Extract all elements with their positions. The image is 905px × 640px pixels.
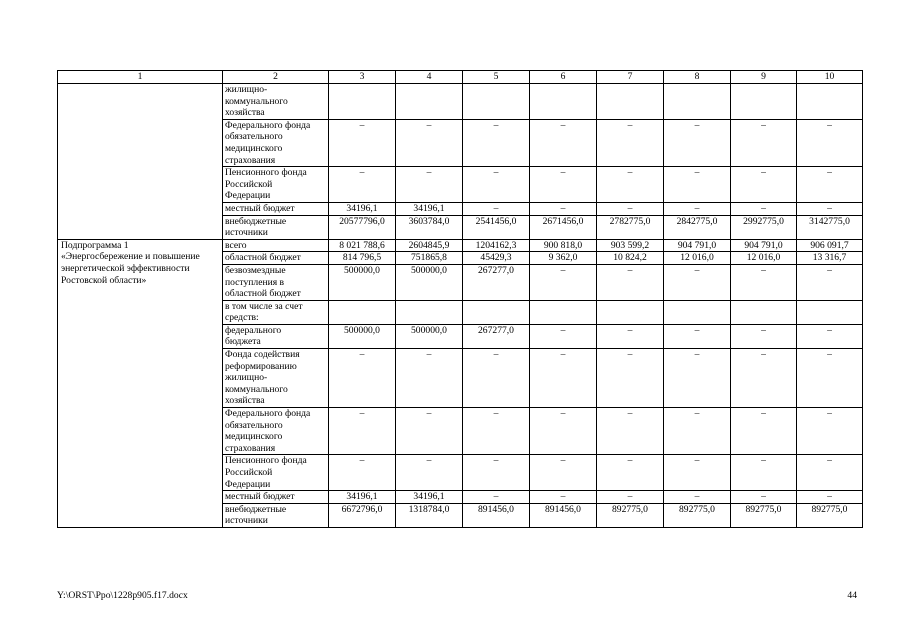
value-cell: – (463, 408, 530, 455)
funding-source-line: обязательного (225, 131, 283, 143)
value-cell: – (597, 264, 664, 300)
value-cell: 500000,0 (329, 324, 396, 348)
value-cell: – (597, 349, 664, 408)
value-cell: – (597, 408, 664, 455)
value-cell: – (329, 349, 396, 408)
value-cell: – (329, 167, 396, 203)
value-cell (463, 300, 530, 324)
value-cell: 906 091,7 (797, 239, 863, 252)
funding-source-line: средств: (225, 312, 259, 324)
funding-source-line: Пенсионного фонда (225, 455, 307, 467)
value-cell: 267277,0 (463, 264, 530, 300)
funding-source-line: страхования (225, 442, 276, 454)
value-cell: – (797, 455, 863, 491)
funding-source-line: поступления в (225, 276, 285, 288)
funding-source-line: медицинского (225, 142, 283, 154)
value-cell: – (530, 349, 597, 408)
funding-source-line: хозяйства (225, 395, 265, 407)
value-cell: – (597, 455, 664, 491)
value-cell: – (797, 324, 863, 348)
funding-source-cell (223, 491, 329, 504)
value-cell: – (396, 408, 463, 455)
funding-source-line: медицинского (225, 431, 283, 443)
column-header: 10 (797, 71, 863, 84)
value-cell: 751865,8 (396, 252, 463, 265)
value-cell: 904 791,0 (731, 239, 797, 252)
funding-source-cell (223, 239, 329, 252)
value-cell: – (664, 202, 731, 215)
funding-source-line: Федерации (225, 190, 271, 202)
page-number: 44 (847, 590, 857, 601)
value-cell: 20577796,0 (329, 215, 396, 239)
program-name-line: Подпрограмма 1 (61, 239, 129, 251)
value-cell: 892775,0 (797, 503, 863, 527)
column-header: 7 (597, 71, 664, 84)
funding-source-cell (223, 503, 329, 527)
funding-source-line: источники (225, 227, 268, 239)
value-cell: 13 316,7 (797, 252, 863, 265)
value-cell: – (664, 349, 731, 408)
funding-source-cell (223, 324, 329, 348)
value-cell: – (664, 167, 731, 203)
document-path: Y:\ORST\Ppo\1228p905.f17.docx (57, 590, 188, 601)
funding-source-line: коммунального (225, 95, 288, 107)
value-cell (797, 300, 863, 324)
value-cell: – (797, 119, 863, 166)
value-cell (731, 300, 797, 324)
value-cell: 45429,3 (463, 252, 530, 265)
value-cell: – (530, 167, 597, 203)
value-cell: – (731, 167, 797, 203)
value-cell: – (329, 119, 396, 166)
program-name-line: энергетической эффективности (61, 262, 190, 274)
value-cell (329, 84, 396, 120)
funding-source-cell (223, 455, 329, 491)
value-cell: 1204162,3 (463, 239, 530, 252)
value-cell: – (664, 324, 731, 348)
funding-source-line: коммунального (225, 383, 288, 395)
funding-source-cell (223, 300, 329, 324)
value-cell: – (797, 491, 863, 504)
funding-source-line: страхования (225, 154, 276, 166)
value-cell (396, 300, 463, 324)
value-cell: – (597, 324, 664, 348)
program-name-line: Ростовской области» (61, 274, 147, 286)
value-cell: – (731, 408, 797, 455)
value-cell (396, 84, 463, 120)
column-header: 8 (664, 71, 731, 84)
funding-source-line: местный бюджет (225, 491, 295, 503)
value-cell: 500000,0 (396, 264, 463, 300)
value-cell: – (797, 264, 863, 300)
funding-source-line: безвозмездные (225, 264, 286, 276)
value-cell: – (664, 455, 731, 491)
funding-source-cell (223, 408, 329, 455)
value-cell: 8 021 788,6 (329, 239, 396, 252)
value-cell: – (664, 491, 731, 504)
funding-source-cell (223, 84, 329, 120)
funding-source-cell (223, 215, 329, 239)
value-cell: 34196,1 (396, 202, 463, 215)
value-cell: 2671456,0 (530, 215, 597, 239)
value-cell: 34196,1 (396, 491, 463, 504)
program-name-cell (58, 239, 223, 527)
value-cell: 892775,0 (731, 503, 797, 527)
value-cell: – (797, 349, 863, 408)
value-cell: 34196,1 (329, 491, 396, 504)
funding-source-line: местный бюджет (225, 202, 295, 214)
funding-source-line: Федерального фонда (225, 408, 311, 420)
table-row (58, 84, 863, 120)
value-cell: – (530, 324, 597, 348)
value-cell: – (396, 349, 463, 408)
value-cell (329, 300, 396, 324)
funding-source-line: в том числе за счет (225, 300, 303, 312)
funding-source-cell (223, 119, 329, 166)
column-header: 2 (223, 71, 329, 84)
funding-source-cell (223, 252, 329, 265)
value-cell: – (731, 455, 797, 491)
funding-source-line: Российской (225, 467, 273, 478)
value-cell: – (664, 408, 731, 455)
value-cell: – (797, 408, 863, 455)
value-cell: 3142775,0 (797, 215, 863, 239)
value-cell: 892775,0 (664, 503, 731, 527)
value-cell: 500000,0 (396, 324, 463, 348)
value-cell: 12 016,0 (731, 252, 797, 265)
value-cell: – (329, 455, 396, 491)
value-cell: – (797, 167, 863, 203)
value-cell: 34196,1 (329, 202, 396, 215)
funding-source-cell (223, 264, 329, 300)
funding-source-line: всего (225, 239, 247, 251)
funding-source-line: Российской (225, 178, 273, 190)
funding-source-line: Федерации (225, 478, 271, 490)
column-header: 6 (530, 71, 597, 84)
funding-source-line: жилищно- (225, 84, 268, 95)
value-cell: – (530, 408, 597, 455)
value-cell (797, 84, 863, 120)
value-cell: 904 791,0 (664, 239, 731, 252)
funding-source-line: хозяйства (225, 107, 265, 119)
column-header: 1 (58, 71, 223, 84)
funding-source-line: внебюджетные (225, 215, 287, 227)
value-cell: – (530, 119, 597, 166)
value-cell: – (463, 349, 530, 408)
funding-source-line: Фонда содействия (225, 349, 300, 361)
column-header: 9 (731, 71, 797, 84)
value-cell: – (463, 119, 530, 166)
value-cell: 2541456,0 (463, 215, 530, 239)
value-cell: 500000,0 (329, 264, 396, 300)
program-name-line: «Энергосбережение и повышение (61, 251, 200, 263)
value-cell: 3603784,0 (396, 215, 463, 239)
value-cell: – (463, 202, 530, 215)
value-cell (597, 300, 664, 324)
funding-source-line: Пенсионного фонда (225, 167, 307, 179)
value-cell: 2604845,9 (396, 239, 463, 252)
value-cell: 2992775,0 (731, 215, 797, 239)
value-cell: 12 016,0 (664, 252, 731, 265)
funding-source-cell (223, 349, 329, 408)
value-cell: – (731, 264, 797, 300)
value-cell: 267277,0 (463, 324, 530, 348)
value-cell: 900 818,0 (530, 239, 597, 252)
value-cell: – (597, 119, 664, 166)
value-cell: 9 362,0 (530, 252, 597, 265)
value-cell (664, 84, 731, 120)
value-cell (463, 84, 530, 120)
column-header: 5 (463, 71, 530, 84)
funding-source-line: источники (225, 515, 268, 527)
value-cell: 891456,0 (530, 503, 597, 527)
value-cell: 892775,0 (597, 503, 664, 527)
funding-source-line: жилищно- (225, 372, 268, 384)
funding-source-cell (223, 202, 329, 215)
funding-source-line: реформированию (225, 360, 297, 372)
value-cell: – (530, 264, 597, 300)
value-cell: 903 599,2 (597, 239, 664, 252)
column-header: 4 (396, 71, 463, 84)
value-cell: – (797, 202, 863, 215)
value-cell: – (396, 167, 463, 203)
value-cell: – (597, 491, 664, 504)
value-cell: – (597, 202, 664, 215)
funding-source-cell (223, 167, 329, 203)
value-cell (530, 84, 597, 120)
value-cell: – (396, 119, 463, 166)
value-cell: 891456,0 (463, 503, 530, 527)
value-cell (664, 300, 731, 324)
funding-source-line: областной бюджет (225, 288, 301, 300)
funding-source-line: Федерального фонда (225, 119, 311, 131)
value-cell: 2842775,0 (664, 215, 731, 239)
column-header: 3 (329, 71, 396, 84)
value-cell: – (664, 119, 731, 166)
value-cell: – (597, 167, 664, 203)
header-row (58, 71, 863, 84)
value-cell: – (463, 167, 530, 203)
value-cell: – (463, 491, 530, 504)
value-cell: 1318784,0 (396, 503, 463, 527)
value-cell: 2782775,0 (597, 215, 664, 239)
value-cell: – (731, 119, 797, 166)
funding-source-line: федерального (225, 324, 282, 336)
value-cell: – (731, 491, 797, 504)
value-cell: – (664, 264, 731, 300)
funding-source-line: внебюджетные (225, 503, 287, 515)
table-row (58, 239, 863, 252)
value-cell (530, 300, 597, 324)
value-cell: – (731, 349, 797, 408)
value-cell (731, 84, 797, 120)
value-cell: – (731, 324, 797, 348)
funding-source-line: бюджета (225, 336, 261, 348)
value-cell: – (396, 455, 463, 491)
value-cell: – (530, 491, 597, 504)
value-cell: – (463, 455, 530, 491)
value-cell: – (731, 202, 797, 215)
value-cell: 10 824,2 (597, 252, 664, 265)
funding-source-line: обязательного (225, 419, 283, 431)
budget-table (57, 70, 863, 528)
value-cell: 6672796,0 (329, 503, 396, 527)
funding-source-line: областной бюджет (225, 252, 301, 264)
empty-program-cell (58, 84, 223, 240)
value-cell: – (530, 455, 597, 491)
value-cell: – (329, 408, 396, 455)
value-cell: 814 796,5 (329, 252, 396, 265)
value-cell (597, 84, 664, 120)
value-cell: – (530, 202, 597, 215)
